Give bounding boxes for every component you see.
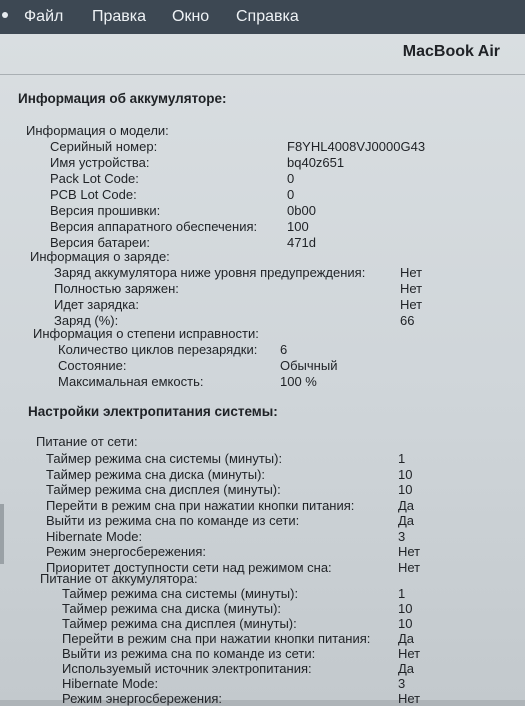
health-info-value: Обычный <box>280 358 338 373</box>
health-info-label: Информация о степени исправности: <box>33 326 259 341</box>
ac-power-key: Режим энергосбережения: <box>46 544 207 559</box>
ac-power-key: Приоритет доступности сети над режимом сна: <box>46 559 332 575</box>
charge-info-value: Нет <box>400 297 423 312</box>
ac-power-label: Питание от сети: <box>36 434 138 449</box>
battery-power-key: Режим энергосбережения: <box>62 691 223 706</box>
model-info-value: 100 <box>287 219 309 234</box>
model-info-value: 0 <box>287 187 295 202</box>
charge-info-key: Заряд аккумулятора ниже уровня предупреждения: <box>54 265 366 280</box>
model-info-value: F8YHL4008VJ0000G43 <box>287 139 426 154</box>
menu-window[interactable]: Окно <box>172 8 210 25</box>
battery-power-value: 10 <box>398 616 413 631</box>
ac-power-value: Нет <box>398 559 421 575</box>
menu-bar <box>0 0 525 34</box>
charge-info-value: Нет <box>400 281 423 296</box>
health-info-value: 100 % <box>280 374 317 389</box>
charge-info-key: Заряд (%): <box>54 313 119 328</box>
battery-power-label: Питание от аккумулятора: <box>40 571 198 586</box>
battery-power-key: Hibernate Mode: <box>62 676 159 691</box>
menu-file[interactable]: Файл <box>24 8 64 25</box>
apple-menu-icon[interactable] <box>2 12 8 18</box>
battery-power-value: 1 <box>398 586 406 601</box>
battery-power-key: Таймер режима сна дисплея (минуты): <box>62 616 297 631</box>
health-info-key: Максимальная емкость: <box>58 374 204 389</box>
battery-power-key: Используемый источник электропитания: <box>62 661 312 676</box>
model-info-key: Имя устройства: <box>50 155 150 170</box>
ac-power-key: Выйти из режима сна по команде из сети: <box>46 513 300 528</box>
model-info-value: 0b00 <box>287 203 316 218</box>
model-info-value: 471d <box>287 235 316 250</box>
charge-info-key: Полностью заряжен: <box>54 281 179 296</box>
ac-power-value: 10 <box>398 466 413 482</box>
ac-power-key: Таймер режима сна системы (минуты): <box>46 451 283 466</box>
ac-power-value: 10 <box>398 482 413 497</box>
menu-edit[interactable]: Правка <box>92 8 147 25</box>
model-info-key: Pack Lot Code: <box>50 171 139 186</box>
battery-power-key: Выйти из режима сна по команде из сети: <box>62 646 316 661</box>
health-info-key: Состояние: <box>58 358 127 373</box>
menu-help[interactable]: Справка <box>236 8 299 25</box>
charge-info-label: Информация о заряде: <box>30 249 170 264</box>
battery-power-value: Да <box>398 661 415 676</box>
ac-power-value: Да <box>398 513 415 528</box>
health-info-value: 6 <box>280 342 288 357</box>
model-info-value: bq40z651 <box>287 155 345 170</box>
model-info-label: Информация о модели: <box>26 123 169 138</box>
ac-power-value: Да <box>398 497 415 513</box>
power-section-heading: Настройки электропитания системы: <box>28 404 278 419</box>
charge-info-key: Идет зарядка: <box>54 297 140 312</box>
model-info-key: PCB Lot Code: <box>50 187 137 202</box>
charge-info-value: 66 <box>400 313 415 328</box>
sidebar-edge <box>0 504 4 564</box>
system-info-window <box>0 34 525 706</box>
model-info-key: Серийный номер: <box>50 139 158 154</box>
battery-power-key: Таймер режима сна диска (минуты): <box>62 601 282 616</box>
model-info-key: Версия прошивки: <box>50 203 161 218</box>
battery-power-value: Да <box>398 631 415 646</box>
ac-power-key: Таймер режима сна диска (минуты): <box>46 466 266 482</box>
title-bar <box>0 34 525 75</box>
model-info-value: 0 <box>287 171 295 186</box>
ac-power-value: 3 <box>398 528 406 544</box>
battery-power-value: 10 <box>398 601 413 616</box>
model-info-key: Версия аппаратного обеспечения: <box>50 219 258 234</box>
model-info-key: Версия батареи: <box>50 235 151 250</box>
ac-power-value: 1 <box>398 451 406 466</box>
ac-power-key: Перейти в режим сна при нажатии кнопки питания: <box>46 497 355 513</box>
battery-power-key: Перейти в режим сна при нажатии кнопки питания: <box>62 631 371 646</box>
ac-power-value: Нет <box>398 544 421 559</box>
health-info-key: Количество циклов перезарядки: <box>58 342 258 357</box>
battery-section-heading: Информация об аккумуляторе: <box>18 91 227 106</box>
window-title: MacBook Air <box>402 43 500 60</box>
battery-power-value: 3 <box>398 676 406 691</box>
battery-power-value: Нет <box>398 691 421 706</box>
battery-power-value: Нет <box>398 646 421 661</box>
battery-power-key: Таймер режима сна системы (минуты): <box>62 586 299 601</box>
ac-power-key: Таймер режима сна дисплея (минуты): <box>46 482 281 497</box>
charge-info-value: Нет <box>400 265 423 280</box>
ac-power-key: Hibernate Mode: <box>46 528 143 544</box>
